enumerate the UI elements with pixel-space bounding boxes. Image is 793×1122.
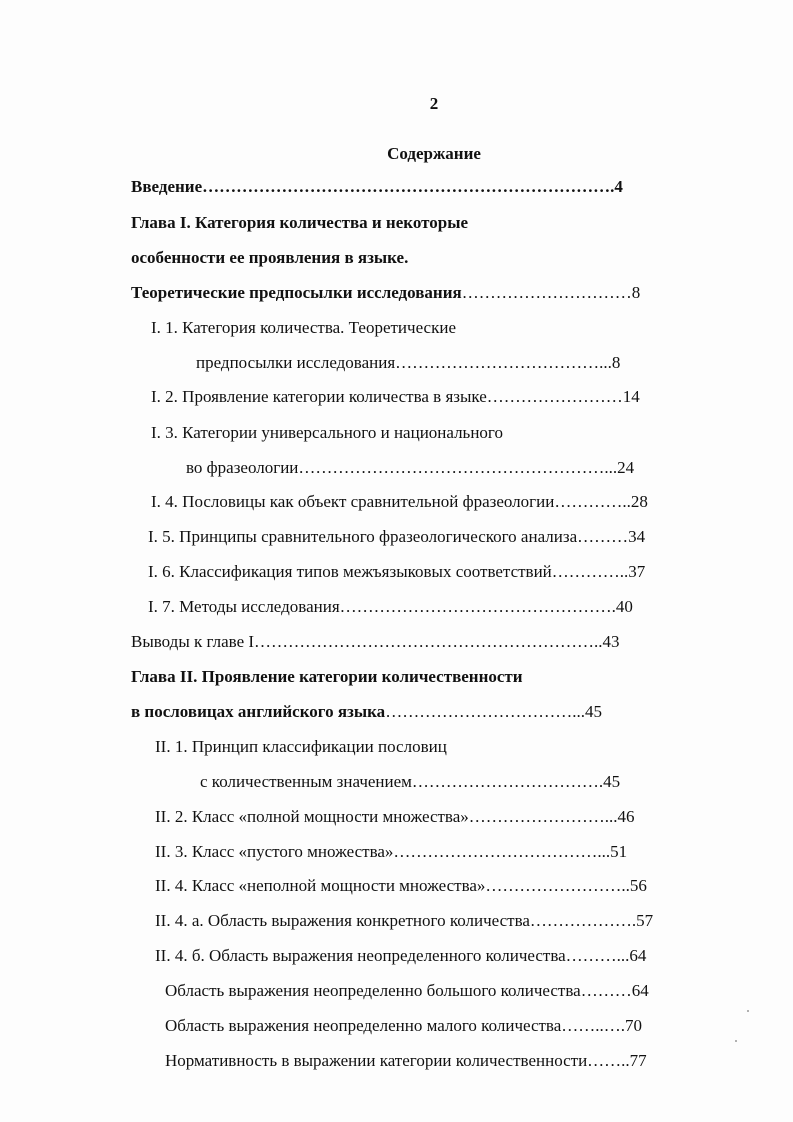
scan-speck [735, 1040, 737, 1042]
toc-entry-1-1-line-2: предпосылки исследования………………………………...8 [196, 353, 621, 372]
toc-entry-1-6: I. 6. Классификация типов межъязыковых соответствий…………..37 [148, 562, 646, 581]
toc-entry-1-5: I. 5. Принципы сравнительного фразеологического анализа………34 [148, 527, 646, 546]
toc-entry-2-1-line-2: с количественным значением…………………………….45 [200, 772, 621, 791]
toc-entry-1-2: I. 2. Проявление категории количества в языке……………………14 [151, 387, 640, 406]
scan-speck [747, 1010, 749, 1012]
toc-chapter-1-title-text: Теоретические предпосылки исследования [131, 283, 462, 302]
toc-entry-2-4-a: II. 4. а. Область выражения конкретного количества……………….57 [155, 911, 654, 930]
page-number: 2 [429, 94, 439, 113]
toc-chapter-1-title-line-2: особенности ее проявления в языке. [131, 248, 409, 267]
toc-entry-1-7: I. 7. Методы исследования………………………………………….40 [148, 597, 633, 616]
toc-chapter-2-title-line-2 [131, 701, 602, 723]
toc-chapter-2-title-line-1: Глава II. Проявление категории количественности [131, 667, 523, 686]
toc-entry-large-quantity: Область выражения неопределенно большого количества………64 [165, 981, 649, 1000]
toc-entry-2-1-line-1: II. 1. Принцип классификации пословиц [155, 737, 447, 756]
toc-chapter-1-leader: …………………………8 [461, 283, 641, 302]
toc-entry-normativity: Нормативность в выражении категории количественности……..77 [165, 1051, 647, 1070]
toc-entry-introduction: Введение……………………………………………………………….4 [131, 177, 623, 196]
toc-entry-1-3-line-2: во фразеологии………………………………………………...24 [186, 458, 635, 477]
toc-chapter-2-title-text: в пословицах английского языка [131, 702, 386, 721]
toc-chapter-1-title-line-1: Глава I. Категория количества и некоторые [131, 213, 469, 232]
toc-entry-2-4-b: II. 4. б. Область выражения неопределенного количества………...64 [155, 946, 647, 965]
toc-heading: Содержание [387, 144, 481, 163]
toc-entry-1-3-line-1: I. 3. Категории универсального и национального [151, 423, 503, 442]
toc-entry-2-4: II. 4. Класс «неполной мощности множества»……………………..56 [155, 876, 647, 895]
toc-entry-2-3: II. 3. Класс «пустого множества»………………………………...51 [155, 842, 628, 861]
toc-entry-small-quantity: Область выражения неопределенно малого количества……..….70 [165, 1016, 643, 1035]
toc-entry-1-1-line-1: I. 1. Категория количества. Теоретические [151, 318, 456, 337]
toc-entry-1-4: I. 4. Пословицы как объект сравнительной фразеологии…………..28 [151, 492, 648, 511]
toc-chapter-2-leader: ……………………………...45 [385, 702, 602, 721]
toc-entry-conclusions-1: Выводы к главе I……………………………………………………..43 [131, 632, 620, 651]
toc-chapter-1-title-line-3 [131, 282, 640, 304]
toc-entry-2-2: II. 2. Класс «полной мощности множества»……………………...46 [155, 807, 635, 826]
